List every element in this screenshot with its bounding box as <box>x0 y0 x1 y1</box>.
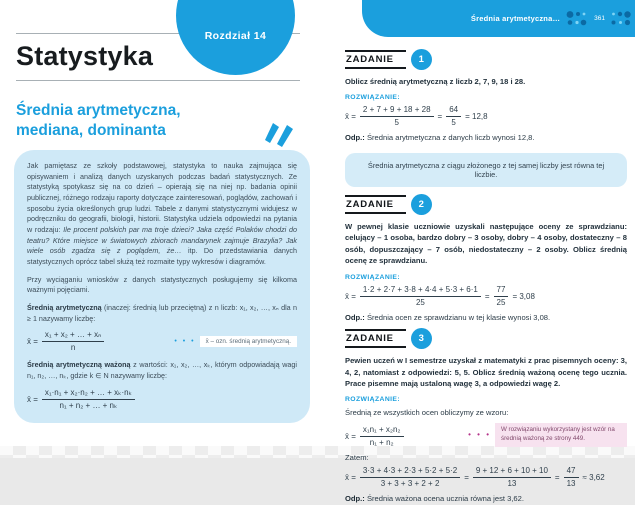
task-1-label <box>345 49 627 70</box>
task-3-answer <box>345 494 627 505</box>
chapter-badge <box>176 0 295 75</box>
running-header-title: Średnia arytmetyczna… <box>470 14 561 23</box>
fraction: $\frac{\text{x₁·n₁ + x₂·n₂ + … + xₖ·nₖ}}{\text{n₁ + n₂ + … + nₖ}}$ <box>42 388 135 411</box>
definition-weighted-mean <box>27 360 297 381</box>
task-2-answer <box>345 313 627 324</box>
divider-line <box>16 80 300 81</box>
formula-row <box>27 330 297 353</box>
task-word: ZADANIE <box>345 195 406 214</box>
fraction: $\frac{\text{x₁ + x₂ + … + xₙ}}{n}$ <box>42 330 104 353</box>
left-page <box>14 0 310 446</box>
solution-intro: Średnią ze wszystkich ocen obliczymy ze wzoru: <box>345 408 509 418</box>
intro-paragraph <box>27 161 297 268</box>
definition-text: (inaczej: średnią lub przeciętną) z n liczb: x₁, x₂, …, xₙ dla n ≥ 1 nazywamy liczbę: <box>27 302 297 323</box>
dots-icon: • • • <box>468 430 491 440</box>
task-number-badge: 2 <box>411 194 432 215</box>
solution-label: ROZWIĄZANIE: <box>345 94 401 102</box>
equals-sign: = <box>484 291 490 301</box>
task-1-formula <box>345 105 488 128</box>
formula-lhs: x̄ = <box>27 394 38 404</box>
answer-label: Odp.: <box>345 133 365 143</box>
right-page <box>341 0 635 504</box>
task-number-badge: 3 <box>411 328 432 349</box>
equals-sign: = <box>554 473 560 483</box>
definition-term: Średnią arytmetyczną <box>27 302 102 312</box>
intro-text-italic: Ile procent polskich par ma troje dzieci? Jaka część Polaków chodzi do teatru? Które miejsce w światowych zbiorach mandarynek zajmuje Brazylia? Jak wiele osób zgadza się z poglądem, że… <box>27 224 297 256</box>
task-word: ZADANIE <box>345 50 406 69</box>
zatem-label: Zatem: <box>345 453 369 463</box>
page-title: Statystyka <box>16 41 154 71</box>
task-number-badge: 1 <box>411 49 432 70</box>
intro-text: Jak pamiętasz ze szkoły podstawowej, statystyka to nauka zajmująca się opisywaniem i analizą danych uzyskanych podczas badań statystycznych. Ze statystyką spotykasz się na co dzień – opierają się na niej np. badania opinii publicznej, różnego rodzaju raporty dotyczące zainteresowań, poglądów, zachowań i sposobu życia określonych grup ludzi. Tabele z danymi statystycznymi widujesz w podręczniku do geografii, biologii, historii. Statystyka udziela odpowiedzi na pytania w rodzaju: <box>27 161 297 234</box>
formula-lhs: x̄ = <box>345 473 356 483</box>
answer-label: Odp.: <box>345 312 365 322</box>
section-heading-line2: mediana, dominanta <box>16 121 166 139</box>
margin-note <box>468 423 627 446</box>
formula-note-row <box>345 421 627 448</box>
tip-box: Średnia arytmetyczna z ciągu złożonego z tej samej liczby jest równa tej liczbie. <box>345 153 627 187</box>
mean-symbol-note <box>174 336 297 347</box>
answer-text: Średnia ważona ocena ucznia równa jest 3,62. <box>366 494 524 504</box>
task-3-label <box>345 328 627 349</box>
task-2-label <box>345 194 627 215</box>
task-3-formula-b <box>345 466 605 489</box>
formula-result: = 12,8 <box>465 112 488 122</box>
fraction: $\frac{2 + 7 + 9 + 18 + 28}{5}$ <box>360 105 434 128</box>
task-2-formula <box>345 285 535 308</box>
fraction: $\frac{9 + 12 + 6 + 10 + 10}{13}$ <box>473 466 551 489</box>
answer-text: Średnia arytmetyczna z danych liczb wynosi 12,8. <box>366 133 535 143</box>
chapter-badge-label: Rozdział 14 <box>204 30 267 42</box>
formula-arithmetic-mean <box>27 330 104 353</box>
note-text: x̄ – ozn. średnią arytmetyczną. <box>200 336 297 347</box>
formula-result: ≈ 3,62 <box>582 473 605 483</box>
fraction: $\frac{1\cdot 2 + 2\cdot 7 + 3\cdot 8 + 4\cdot 4 + 5\cdot 3 + 6\cdot 1}{25}$ <box>360 285 481 308</box>
task-2-statement: W pewnej klasie uczniowie uzyskali następujące oceny ze sprawdzianu: celujący – 1 osoba, bardzo dobry – 3 osoby, dobry – 4 osoby, dostateczny – 8 osób, dopuszczający – 7 osób, niedostateczny – 2 osoby. Oblicz średnią ocenę ze sprawdzianu. <box>345 222 627 266</box>
definition-text: z wartości: x₁, x₂, …, xₖ, którym odpowiadają wagi n₁, n₂, …, nₖ, gdzie k ∈ N nazywamy liczbę: <box>27 360 297 380</box>
answer-text: Średnia ocen ze sprawdzianu w tej klasie wynosi 3,08. <box>366 312 551 322</box>
fraction: $\frac{77}{25}$ <box>494 285 509 308</box>
dots-decoration-icon <box>565 10 589 27</box>
formula-lhs: x̄ = <box>345 291 356 301</box>
margin-note-text: W rozwiązaniu wykorzystany jest wzór na średnią ważoną ze strony 449. <box>495 423 627 446</box>
formula-weighted-mean <box>27 388 135 411</box>
equals-sign: = <box>464 473 469 483</box>
fraction: $\frac{\text{x₁n₁ + x₂n₂}}{\text{n₁ + n₂}}$ <box>360 425 404 448</box>
dots-decoration-icon <box>610 10 632 27</box>
task-3-statement: Pewien uczeń w I semestrze uzyskał z matematyki z prac pisemnych oceny: 3, 4, 2, natomiast z odpowiedzi: 5, 5. Oblicz średnią ważoną ocenę tego ucznia. Prace pisemne mają ustaloną wagę 3, a odpowiedzi wagę 2. <box>345 356 627 388</box>
intro-text: itp. Do przedstawiania danych statystycznych oprócz tabel służą też rozmaite typy wykresów i diagramów. <box>27 246 298 266</box>
exercise-column <box>345 44 627 505</box>
definition-term: Średnią arytmetyczną ważoną <box>27 360 131 370</box>
solution-label: ROZWIĄZANIE: <box>345 396 401 404</box>
task-3 <box>345 323 627 505</box>
fraction: $\frac{3\cdot 3 + 4\cdot 3 + 2\cdot 3 + 5\cdot 2 + 5\cdot 2}{3 + 3 + 3 + 2 + 2}$ <box>360 466 460 489</box>
quote-marks-icon <box>264 120 296 148</box>
task-1-statement: Oblicz średnią arytmetyczną z liczb 2, 7, 9, 18 i 28. <box>345 77 526 86</box>
section-heading <box>16 101 181 141</box>
equals-sign: = <box>437 112 443 122</box>
task-3-formula-a <box>345 425 404 448</box>
intro-paragraph-2: Przy wyciąganiu wniosków z danych statystycznych posługujemy się kilkoma ważnymi pojęciami. <box>27 274 297 295</box>
page-number: 361 <box>594 15 605 22</box>
fraction: $\frac{64}{5}$ <box>446 105 461 128</box>
task-word: ZADANIE <box>345 329 406 348</box>
task-2 <box>345 189 627 323</box>
task-1 <box>345 44 627 144</box>
formula-lhs: x̄ = <box>27 337 38 347</box>
page-header <box>362 0 635 37</box>
formula-row <box>27 388 297 411</box>
formula-lhs: x̄ = <box>345 112 356 122</box>
formula-result: = 3,08 <box>512 291 535 301</box>
fraction: $\frac{47}{13}$ <box>564 466 579 489</box>
definition-arithmetic-mean <box>27 303 297 324</box>
task-1-answer <box>345 133 627 144</box>
solution-label: ROZWIĄZANIE: <box>345 273 401 281</box>
dots-icon: • • • <box>174 338 196 346</box>
intro-box <box>14 150 310 423</box>
section-heading-line1: Średnia arytmetyczna, <box>16 102 181 119</box>
answer-label: Odp.: <box>345 494 365 504</box>
formula-lhs: x̄ = <box>345 432 356 442</box>
